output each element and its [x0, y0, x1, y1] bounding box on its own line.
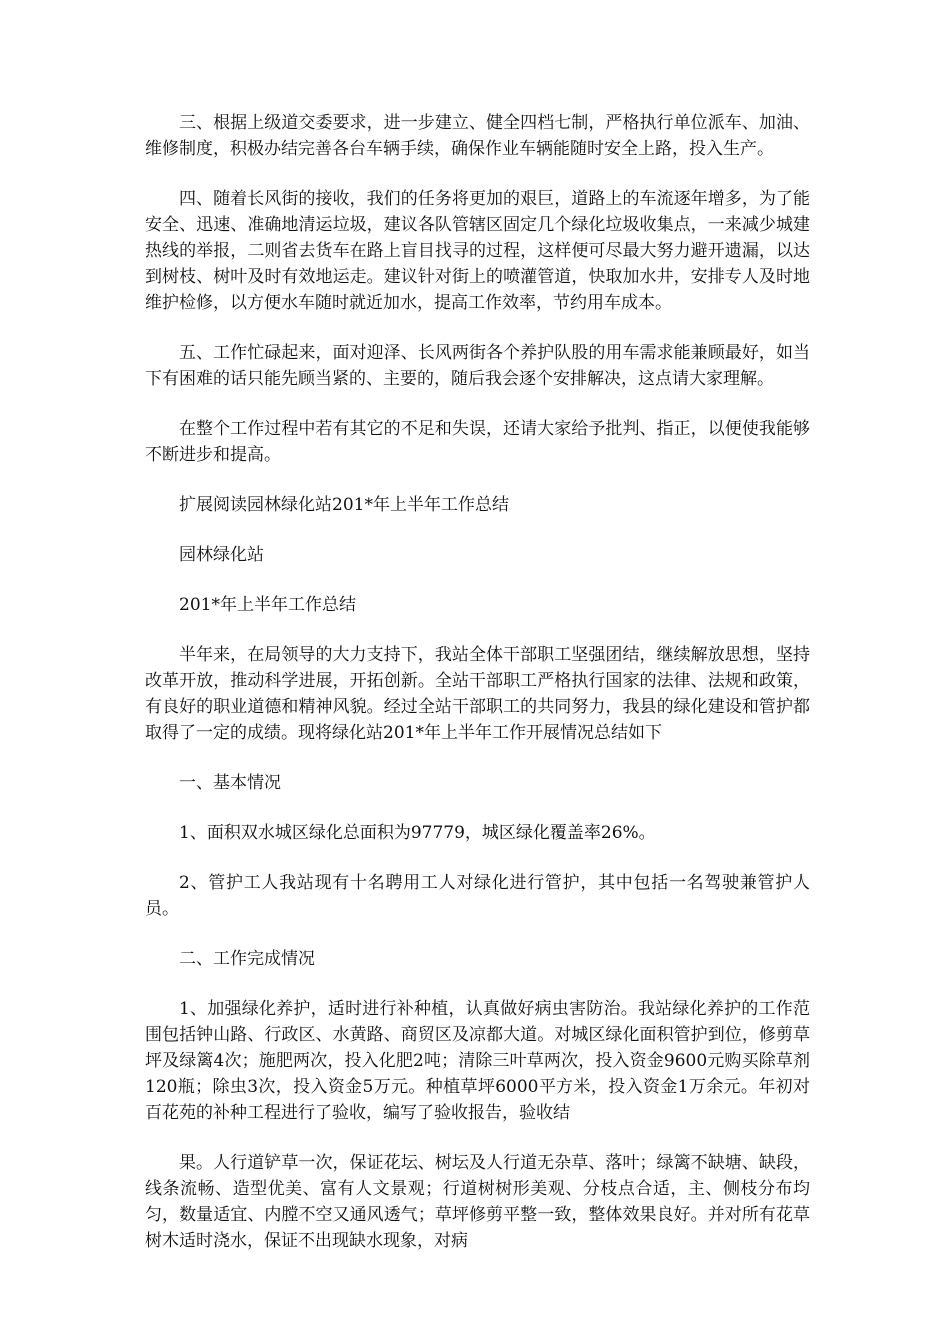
work-item-maintenance: 1、加强绿化养护，适时进行补种植，认真做好病虫害防治。我站绿化养护的工作范围包括钟山路、行政区、水黄路、商贸区及凉都大道。对城区绿化面积管护到位，修剪草坪及绿篱4次；施肥两次，投入化肥2吨；清除三叶草两次，投入资金9600元购买除草剂120瓶；除虫3次，投入资金5万元。种植草坪6000平方米，投入资金1万余元。年初对百花苑的补种工程进行了验收，编写了验收报告，验收结	[145, 999, 810, 1123]
paragraph-item-3: 三、根据上级道交委要求，进一步建立、健全四档七制，严格执行单位派车、加油、维修制度，积极办结完善各台车辆手续，确保作业车辆能随时安全上路，投入生产。	[145, 113, 810, 159]
section-heading-basic: 一、基本情况	[179, 773, 281, 793]
paragraph-item-5: 五、工作忙碌起来，面对迎泽、长风两街各个养护队股的用车需求能兼顾最好，如当下有困难的话只能先顾当紧的、主要的，随后我会逐个安排解决，这点请大家理解。	[145, 343, 810, 389]
basic-item-workers: 2、管护工人我站现有十名聘用工人对绿化进行管护，其中包括一名驾驶兼管护人员。	[145, 873, 810, 919]
organization-name: 园林绿化站	[179, 545, 264, 565]
intro-paragraph: 半年来，在局领导的大力支持下，我站全体干部职工坚强团结，继续解放思想，坚持改革开放，推动科学进展，开拓创新。全站干部职工严格执行国家的法律、法规和政策，有良好的职业道德和精神风貌。经过全站干部职工的共同努力，我县的绿化建设和管护都取得了一定的成绩。现将绿化站201*年上半年工作开展情况总结如下	[145, 645, 810, 743]
extended-reading-heading: 扩展阅读园林绿化站201*年上半年工作总结	[179, 495, 509, 515]
closing-paragraph: 在整个工作过程中若有其它的不足和失误，还请大家给予批判、指正，以便使我能够不断进步和提高。	[145, 419, 810, 465]
paragraph-item-4: 四、随着长风街的接收，我们的任务将更加的艰巨，道路上的车流逐年增多，为了能安全、迅速、准确地清运垃圾，建议各队管辖区固定几个绿化垃圾收集点，一来减少城建热线的举报，二则省去货车在路上盲目找寻的过程，这样便可尽最大努力避开遗漏，以达到树枝、树叶及时有效地运走。建议针对街上的喷灌管道，快取加水井，安排专人及时地维护检修，以方便水车随时就近加水，提高工作效率，节约用车成本。	[145, 189, 810, 313]
report-title: 201*年上半年工作总结	[179, 595, 356, 615]
work-item-continued: 果。人行道铲草一次，保证花坛、树坛及人行道无杂草、落叶；绿篱不缺塘、缺段，线条流畅、造型优美、富有人文景观；行道树树形美观、分枝点合适，主、侧枝分布均匀，数量适宜、内膛不空又通风透气；草坪修剪平整一致，整体效果良好。并对所有花草树木适时浇水，保证不出现缺水现象，对病	[145, 1153, 810, 1251]
section-heading-work: 二、工作完成情况	[179, 949, 315, 969]
basic-item-area: 1、面积双水城区绿化总面积为97779，城区绿化覆盖率26%。	[179, 823, 656, 843]
document-page	[145, 110, 810, 1278]
